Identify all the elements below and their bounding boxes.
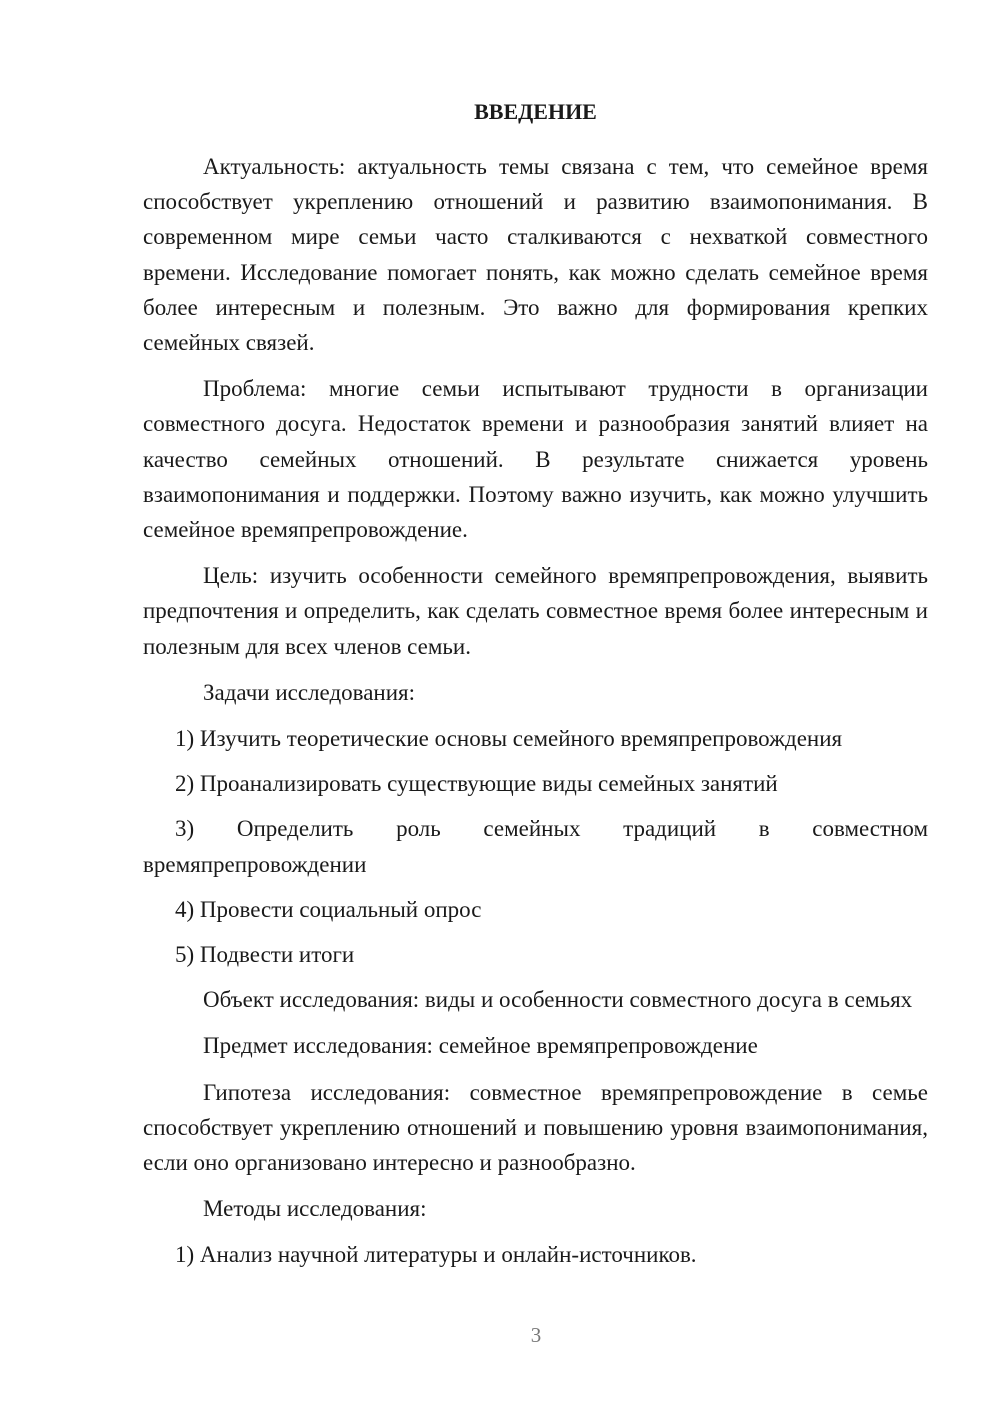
goal-paragraph: Цель: изучить особенности семейного времяпрепровождения, выявить предпочтения и определить, как сделать совместное время более интересным и полезным для всех членов семьи. xyxy=(143,563,928,659)
page-content xyxy=(143,94,928,1283)
task-item-5: 5) Подвести итоги xyxy=(175,942,355,968)
method-item-1: 1) Анализ научной литературы и онлайн-источников. xyxy=(175,1242,697,1268)
subject-paragraph: Предмет исследования: семейное времяпрепровождение xyxy=(203,1033,758,1059)
tasks-heading: Задачи исследования: xyxy=(203,679,416,705)
methods-heading: Методы исследования: xyxy=(203,1196,427,1222)
problem-paragraph: Проблема: многие семьи испытывают трудности в организации совместного досуга. Недостаток времени и разнообразия занятий влияет на качество семейных отношений. В результате снижается уровень взаимопонимания и поддержки. Поэтому важно изучить, как можно улучшить семейное времяпрепровождение. xyxy=(143,376,928,543)
page-title: ВВЕДЕНИЕ xyxy=(474,99,597,124)
task-item-4: 4) Провести социальный опрос xyxy=(175,896,482,922)
relevance-paragraph: Актуальность: актуальность темы связана с тем, что семейное время способствует укреплению отношений и развитию взаимопонимания. В современном мире семьи часто сталкиваются с нехваткой совместного времени. Исследование помогает понять, как можно сделать семейное время более интересным и полезным. Это важно для формирования крепких семейных связей. xyxy=(143,154,928,356)
task-item-2: 2) Проанализировать существующие виды семейных занятий xyxy=(175,771,778,797)
object-paragraph: Объект исследования: виды и особенности совместного досуга в семьях xyxy=(203,987,913,1013)
hypothesis-paragraph: Гипотеза исследования: совместное времяпрепровождение в семье способствует укреплению отношений и повышению уровня взаимопонимания, если оно организовано интересно и разнообразно. xyxy=(143,1079,928,1176)
task-item-3: 3) Определить роль семейных традиций в совместном времяпрепровождении xyxy=(143,816,928,877)
page-number: 3 xyxy=(530,1323,542,1347)
task-item-1: 1) Изучить теоретические основы семейного времяпрепровождения xyxy=(175,726,843,752)
